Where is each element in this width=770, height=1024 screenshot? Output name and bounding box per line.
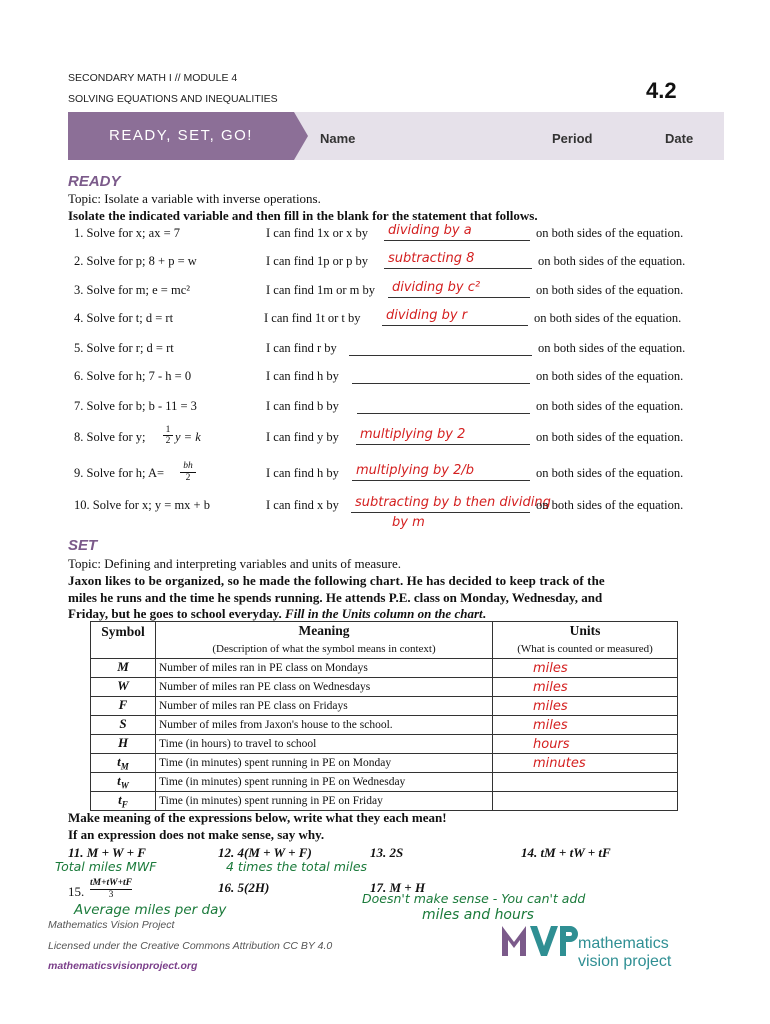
ready-problem-10 [0, 495, 770, 518]
expr-13: 13. 2S [370, 845, 404, 860]
trailing-text: on both sides of the equation. [536, 226, 684, 240]
problem-label: 4. Solve for t; d = rt [74, 311, 174, 325]
units-cell[interactable] [493, 773, 678, 792]
statement-text: I can find y by [266, 430, 339, 444]
expr-17-answer-line2: miles and hours [422, 907, 534, 923]
units-cell[interactable] [493, 659, 678, 678]
units-handwritten: minutes [533, 755, 586, 771]
handwritten-answer: multiplying by 2 [360, 427, 466, 442]
symbol-value: S [119, 716, 127, 732]
meaning-cell: Number of miles ran PE class on Fridays [156, 697, 493, 716]
ready-problem-7 [0, 399, 770, 419]
units-handwritten: miles [533, 717, 568, 733]
units-handwritten: miles [533, 698, 568, 714]
symbol-subscript: F [121, 799, 128, 810]
symbol-cell [91, 792, 156, 811]
handwritten-answer: dividing by r [386, 308, 468, 323]
table-row [91, 716, 678, 735]
eq8-rest: y = k [175, 430, 201, 444]
footer-license: Licensed under the Creative Commons Attribution CC BY 4.0 [48, 940, 333, 952]
expr-16: 16. 5(2H) [218, 880, 270, 895]
ready-heading: READY [68, 173, 121, 190]
banner-title: READY, SET, GO! [109, 127, 253, 144]
period-label: Period [552, 131, 593, 146]
trailing-text: on both sides of the equation. [536, 466, 684, 480]
problem-label: 3. Solve for m; e = mc² [74, 283, 190, 297]
units-table [90, 621, 678, 811]
units-handwritten: miles [533, 679, 568, 695]
problem-label: 1. Solve for x; ax = 7 [74, 226, 180, 240]
eq9-fraction [180, 461, 196, 484]
set-instruction: Fill in the Units column on the chart [285, 606, 483, 621]
symbol-cell [91, 659, 156, 678]
table-row [91, 773, 678, 792]
handwritten-answer: dividing by a [388, 223, 472, 238]
meaning-cell: Number of miles ran in PE class on Mondays [156, 659, 493, 678]
expr-17-answer-line1: Doesn't make sense - You can't add [362, 891, 586, 906]
ready-problem-9 [0, 463, 770, 486]
set-paragraph-line3a: Friday, but he goes to school everyday. [68, 606, 286, 621]
statement-text: I can find r by [266, 341, 337, 355]
symbol-value: H [117, 735, 129, 751]
problem-label: 10. Solve for x; y = mx + b [74, 498, 210, 512]
symbol-value: F [118, 697, 128, 713]
symbol-cell [91, 716, 156, 735]
set-paragraph-line1: Jaxon likes to be organized, so he made the following chart. He has decided to keep track of the [68, 573, 605, 588]
expr-15-number: 15. [68, 884, 85, 899]
statement-text: I can find h by [266, 369, 339, 383]
units-cell[interactable] [493, 754, 678, 773]
eq8-fraction [163, 425, 173, 446]
logo-word-1: mathematics [578, 935, 669, 952]
units-handwritten: miles [533, 660, 568, 676]
answer-10-line2: by m [392, 515, 425, 530]
symbol-cell [91, 735, 156, 754]
handwritten-answer: multiplying by 2/b [356, 463, 474, 478]
statement-text: I can find h by [266, 466, 339, 480]
set-topic: Topic: Defining and interpreting variables and units of measure. [68, 556, 402, 571]
expr-11: 11. M + W + F [68, 845, 146, 860]
set-paragraph-period: . [482, 606, 486, 621]
symbol-value: t [117, 754, 121, 770]
expr-12: 12. 4(M + W + F) [218, 845, 312, 860]
problem-label: 5. Solve for r; d = rt [74, 341, 174, 355]
table-row [91, 678, 678, 697]
handwritten-answer: subtracting 8 [388, 251, 475, 266]
units-cell[interactable] [493, 735, 678, 754]
units-cell[interactable] [493, 678, 678, 697]
meaning-instruction-2: If an expression does not make sense, say why. [68, 827, 325, 842]
statement-text: I can find 1t or t by [264, 311, 361, 325]
problem-label: 7. Solve for b; b - 11 = 3 [74, 399, 197, 413]
name-label: Name [320, 131, 356, 146]
trailing-text: on both sides of the equation. [538, 341, 686, 355]
answer-blank[interactable] [349, 341, 532, 356]
mvp-logo [500, 920, 580, 963]
expr-12-answer: 4 times the total miles [226, 859, 368, 874]
units-subheader: (What is counted or measured) [493, 640, 678, 659]
units-cell[interactable] [493, 792, 678, 811]
meaning-cell: Time (in minutes) spent running in PE on Wednesday [156, 773, 493, 792]
trailing-text: on both sides of the equation. [538, 254, 686, 268]
units-table-body [91, 659, 678, 811]
trailing-text: on both sides of the equation. [536, 430, 684, 444]
problem-label: 9. Solve for h; A= [74, 466, 165, 480]
statement-text: I can find 1x or x by [266, 226, 369, 240]
meaning-instruction-1: Make meaning of the expressions below, write what they each mean! [68, 810, 447, 825]
logo-word-2: vision project [578, 953, 672, 970]
answer-blank[interactable] [352, 369, 530, 384]
handwritten-answer: subtracting by b then dividing [355, 495, 551, 510]
section-number: 4.2 [646, 78, 677, 103]
expr-15-den: 3 [108, 890, 114, 900]
meaning-cell: Number of miles ran PE class on Wednesdays [156, 678, 493, 697]
units-cell[interactable] [493, 697, 678, 716]
expr-15-fraction [90, 878, 132, 901]
mvp-logo-mark [500, 920, 580, 958]
eq9-den: 2 [185, 473, 191, 483]
expr-11-answer: Total miles MWF [55, 859, 157, 874]
units-handwritten: hours [533, 736, 570, 752]
set-paragraph-line2: miles he runs and the time he spends running. He attends P.E. class on Monday, Wednesday, and [68, 590, 603, 605]
meaning-cell: Time (in minutes) spent running in PE on Friday [156, 792, 493, 811]
symbol-cell [91, 678, 156, 697]
meaning-subheader: (Description of what the symbol means in context) [156, 640, 493, 659]
ready-problem-5 [0, 341, 770, 361]
trailing-text: on both sides of the equation. [536, 498, 684, 512]
ready-problem-2 [0, 251, 770, 274]
expr-15-answer: Average miles per day [74, 902, 227, 918]
eq8-den: 2 [165, 436, 171, 446]
problem-label: 6. Solve for h; 7 - h = 0 [74, 369, 192, 383]
trailing-text: on both sides of the equation. [536, 399, 684, 413]
symbol-value: t [118, 792, 122, 808]
table-row [91, 735, 678, 754]
eq8-num: 1 [163, 425, 173, 436]
ready-problem-8 [0, 427, 770, 450]
table-row [91, 754, 678, 773]
expr-15-num: tM+tW+tF [90, 878, 132, 888]
module-line: SECONDARY MATH I // MODULE 4 [68, 72, 238, 84]
statement-text: I can find 1p or p by [266, 254, 369, 268]
module-subtitle: SOLVING EQUATIONS AND INEQUALITIES [68, 93, 278, 105]
eq9-num: bh [180, 461, 196, 473]
meaning-cell: Number of miles from Jaxon's house to the school. [156, 716, 493, 735]
set-heading: SET [68, 537, 98, 554]
expr-14: 14. tM + tW + tF [521, 845, 611, 860]
ready-problem-4 [0, 308, 770, 331]
symbol-column-header: Symbol [91, 622, 156, 659]
symbol-subscript: M [120, 761, 129, 772]
statement-text: I can find x by [266, 498, 339, 512]
symbol-cell [91, 773, 156, 792]
statement-text: I can find b by [266, 399, 339, 413]
ready-topic: Topic: Isolate a variable with inverse operations. [68, 191, 321, 206]
problem-label: 2. Solve for p; 8 + p = w [74, 254, 197, 268]
ready-problem-6 [0, 369, 770, 389]
meaning-column-header: Meaning [156, 622, 493, 641]
trailing-text: on both sides of the equation. [536, 283, 684, 297]
set-paragraph-line3 [68, 606, 486, 622]
date-label: Date [665, 131, 694, 146]
handwritten-answer: dividing by c² [392, 280, 481, 295]
mvp-logo-text [578, 935, 671, 971]
footer-url[interactable]: mathematicsvisionproject.org [48, 960, 198, 972]
symbol-value: t [117, 773, 121, 789]
expr-17: 17. M + H [370, 880, 426, 895]
symbol-cell [91, 697, 156, 716]
answer-blank[interactable] [357, 399, 530, 414]
table-row [91, 697, 678, 716]
meaning-cell: Time (in minutes) spent running in PE on Monday [156, 754, 493, 773]
ready-instruction: Isolate the indicated variable and then fill in the blank for the statement that follows. [68, 208, 538, 223]
units-cell[interactable] [493, 716, 678, 735]
banner-arrow [294, 112, 308, 160]
table-row [91, 792, 678, 811]
footer-project: Mathematics Vision Project [48, 919, 175, 931]
statement-text: I can find 1m or m by [266, 283, 376, 297]
trailing-text: on both sides of the equation. [534, 311, 682, 325]
units-column-header: Units [493, 622, 678, 641]
symbol-cell [91, 754, 156, 773]
symbol-value: W [117, 678, 129, 694]
meaning-cell: Time (in hours) to travel to school [156, 735, 493, 754]
symbol-value: M [117, 659, 129, 675]
problem-label: 8. Solve for y; [74, 430, 146, 444]
table-row [91, 659, 678, 678]
trailing-text: on both sides of the equation. [536, 369, 684, 383]
symbol-subscript: W [120, 780, 129, 791]
ready-problem-1 [0, 223, 770, 246]
ready-problem-3 [0, 280, 770, 303]
